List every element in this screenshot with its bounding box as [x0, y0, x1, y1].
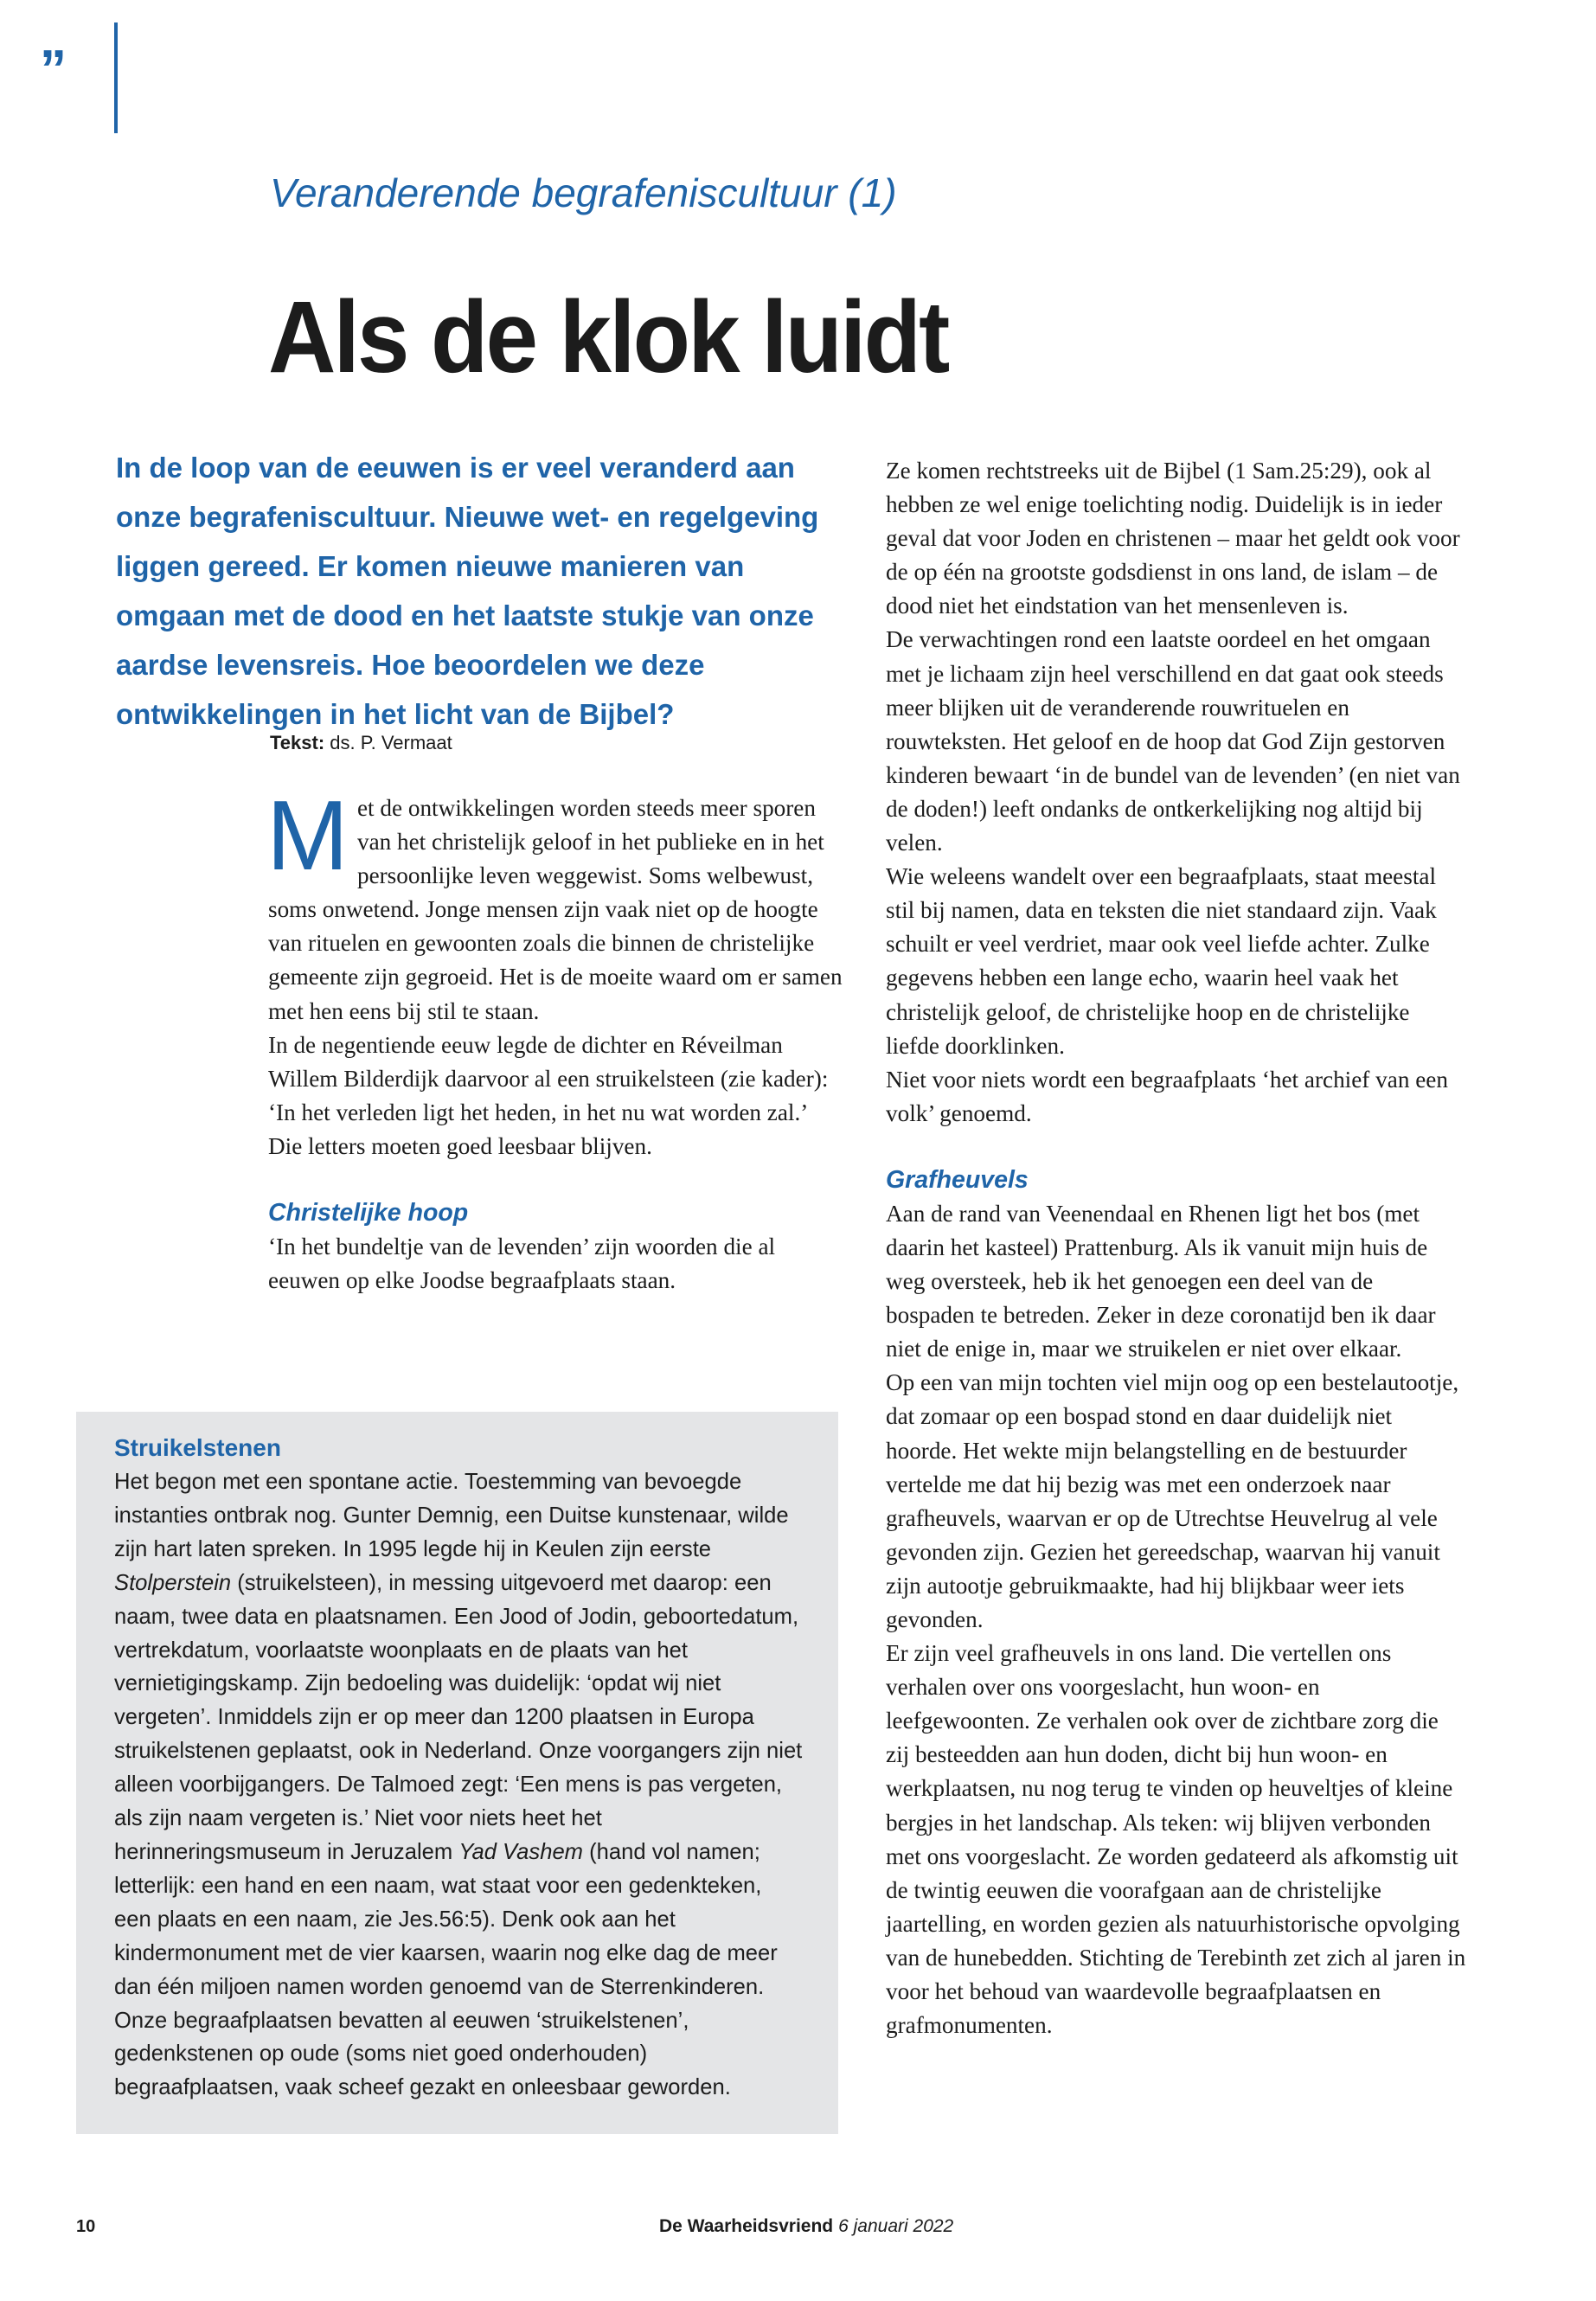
box-text: (hand vol namen; letterlijk: een hand en een naam, wat staat voor een gedenkteken, een plaats en een naam, zie Jes.56:5). Denk ook aan het kindermonument met de vier kaarsen, waarin nog elke dag de meer dan één miljoen namen worden genoemd van de Sterrenkinderen.: [114, 1839, 778, 1999]
article-paragraph: De verwachtingen rond een laatste oordeel en het omgaan met je lichaam zijn heel verschillend en dat gaat ook steeds meer blijken uit de veranderende rouwrituelen en rouwteksten. Het geloof en de hoop dat God Zijn gestorven kinderen bewaart ‘in de bundel van de levenden’ (en niet van de doden!) leeft ondanks de ontkerkelijking nog altijd bij velen.: [886, 626, 1460, 856]
page-title: Als de klok luidt: [268, 280, 948, 394]
article-paragraph: Ze komen rechtstreeks uit de Bijbel (1 Sam.25:29), ook al hebben ze wel enige toelichting nodig. Duidelijk is in ieder geval dat voor Joden en christenen – maar het geldt ook voor de op één na grootste godsdienst in ons land, de islam – de dood niet het eindstation van het mensenleven is.: [886, 458, 1460, 619]
footer-publication: [659, 2216, 953, 2237]
box-paragraph: [114, 1465, 804, 2004]
article-lead: In de loop van de eeuwen is er veel veranderd aan onze begrafeniscultuur. Nieuwe wet- en regelgeving liggen gereed. Er komen nieuwe manieren van omgaan met de dood en het laatste stukje van onze aardse levensreis. Hoe beoordelen we deze ontwikkelingen in het licht van de Bijbel?: [116, 452, 819, 730]
byline-author: ds. P. Vermaat: [330, 732, 452, 753]
box-emphasis: Stolperstein: [114, 1570, 232, 1595]
article-column-right: [886, 454, 1467, 2042]
article-paragraph: In de negentiende eeuw legde de dichter en Réveilman Willem Bilderdijk daarvoor al een struikelsteen (zie kader): ‘In het verleden ligt het heden, in het nu wat worden zal.’ Die letters moeten goed leesbaar blijven.: [268, 1031, 829, 1159]
article-kicker: Veranderende begrafeniscultuur (1): [270, 170, 897, 215]
box-text: (struikelsteen), in messing uitgevoerd met daarop: een naam, twee data en plaatsnamen. Een Jood of Jodin, geboortedatum, vertrekdatum, voorlaatste woonplaats en de plaats van het vernietigingskamp. Zijn bedoeling was duidelijk: ‘opdat wij niet vergeten’. Inmiddels zijn er op meer dan 1200 plaatsen in Europa struikelstenen geplaatst, ook in Nederland. Onze voorgangers zijn niet alleen voorbijgangers. De Talmoed zegt: ‘Een mens is pas vergeten, als zijn naam vergeten is.’ Niet voor niets heet het herinneringsmuseum in Jeruzalem: [114, 1570, 803, 1864]
publication-name: De Waarheidsvriend: [659, 2216, 834, 2236]
byline: [270, 732, 452, 754]
box-title: Struikelstenen: [114, 1434, 281, 1461]
publication-date: 6 januari 2022: [838, 2216, 954, 2236]
subheading-christelijke-hoop: Christelijke hoop: [268, 1199, 469, 1227]
header-rule: [114, 22, 118, 133]
byline-label: Tekst:: [270, 732, 325, 753]
article-paragraph: Wie weleens wandelt over een begraafplaats, staat meestal stil bij namen, data en teksten die niet standaard zijn. Vaak schuilt er veel verdriet, maar ook veel liefde achter. Zulke gegevens hebben een lange echo, waarin heel vaak het christelijk geloof, de christelijke hoop en de christelijke liefde doorklinken.: [886, 863, 1437, 1059]
page-number: 10: [76, 2217, 96, 2236]
article-paragraph: Op een van mijn tochten viel mijn oog op een bestelautootje, dat zomaar op een bospad stond en daar duidelijk niet hoorde. Het wekte mijn belangstelling en de bestuurder vertelde me dat hij bezig was met een onderzoek naar grafheuvels, waarvan er op de Utrechtse Heuvelrug al vele gevonden zijn. Gezien het gereedschap, waarvan hij vanuit zijn autootje gebruikmaakte, had hij blijkbaar weer iets gevonden.: [886, 1369, 1459, 1632]
box-emphasis: Yad Vashem: [458, 1839, 584, 1864]
article-paragraph: [266, 781, 846, 1029]
drop-cap: M: [266, 781, 349, 891]
box-text: Het begon met een spontane actie. Toestemming van bevoegde instanties ontbrak nog. Gunter Demnig, een Duitse kunstenaar, wilde zijn hart laten spreken. In 1995 legde hij in Keulen zijn eerste: [114, 1470, 789, 1561]
article-paragraph: Aan de rand van Veenendaal en Rhenen ligt het bos (met daarin het kasteel) Prattenburg. Als ik vanuit mijn huis de weg oversteek, heb ik het genoegen een deel van de bospaden te betreden. Zeker in deze coronatijd ben ik daar niet de enige in, maar we struikelen er niet over elkaar.: [886, 1200, 1436, 1362]
article-paragraph: ‘In het bundeltje van de levenden’ zijn woorden die al eeuwen op elke Joodse begraafplaats staan.: [268, 1234, 776, 1294]
subheading-grafheuvels: Grafheuvels: [886, 1165, 1029, 1194]
article-paragraph: Er zijn veel grafheuvels in ons land. Die vertellen ons verhalen over ons voorgeslacht, hun woon- en leefgewoonten. Ze verhalen ook over de zichtbare zorg die zij besteedden aan hun doden, dicht bij hun woon- en werkplaatsen, nu nog terug te vinden op heuveltjes of kleine bergjes in het landschap. Als teken: wij blijven verbonden met ons voorgeslacht. Ze worden gedateerd als afkomstig uit de twintig eeuwen die voorafgaan aan de christelijke jaartelling, en worden gezien als natuurhistorische opvolging van de hunebedden. Stichting de Terebinth zet zich al jaren in voor het behoud van waardevolle begraafplaatsen en grafmonumenten.: [886, 1640, 1466, 2039]
sidebar-box-struikelstenen: [76, 1412, 838, 2134]
article-paragraph: Niet voor niets wordt een begraafplaats ‘het archief van een volk’ genoemd.: [886, 1066, 1448, 1126]
box-paragraph: Onze begraafplaatsen bevatten al eeuwen ‘struikelstenen’, gedenkstenen op oude (soms niet goed onderhouden) begraafplaatsen, vaak scheef gezakt en onleesbaar geworden.: [114, 2008, 731, 2100]
article-column-middle: [266, 781, 846, 1298]
quote-icon: ”: [40, 40, 67, 99]
article-paragraph-text: et de ontwikkelingen worden steeds meer sporen van het christelijk geloof in het publieke en in het persoonlijke leven weggewist. Soms welbewust, soms onwetend. Jonge mensen zijn vaak niet op de hoogte van rituelen en gewoonten zoals die binnen de christelijke gemeente zijn gegroeid. Het is de moeite waard om er samen met hen eens bij stil te staan.: [268, 795, 843, 1024]
